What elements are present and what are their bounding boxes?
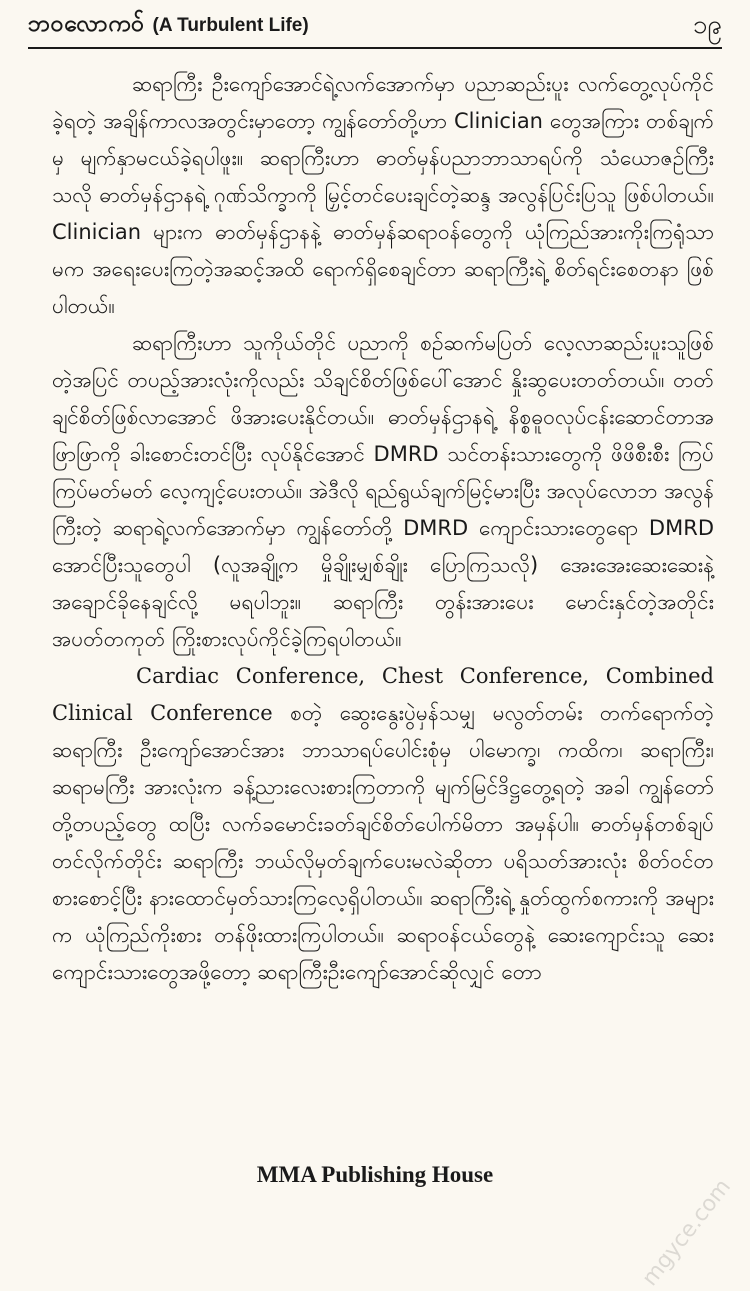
paragraph-2: ဆရာကြီးဟာ သူကိုယ်တိုင် ပညာကို စဉ်ဆက်မပြတ် လေ့လာဆည်းပူးသူဖြစ်တဲ့အပြင် တပည့်အားလုံးကိုလည်း သိချင်စိတ်ဖြစ်ပေါ်အောင် နှိုးဆွပေးတတ်တယ်။ တတ်ချင်စိတ်ဖြစ်လာအောင် ဖိအားပေးနိုင်တယ်။ ဓာတ်မှန်ဌာနရဲ့ နိစ္စဓူဝလုပ်ငန်းဆောင်တာအဖြာဖြာကို ခါးစောင်းတင်ပြီး လုပ်နိုင်အောင် DMRD သင်တန်းသားတွေကို ဖိဖိစီးစီး ကြပ်ကြပ်မတ်မတ် လေ့ကျင့်ပေးတယ်။ အဲဒီလို ရည်ရွယ်ချက်မြင့်မားပြီး အလုပ်လောဘ အလွန်ကြီးတဲ့ ဆရာရဲ့လက်အောက်မှာ ကျွန်တော်တို့ DMRD ကျောင်းသားတွေရော DMRD အောင်ပြီးသူတွေပါ (လူအချို့က မှိုချိုးမျှစ်ချိုး ပြောကြသလို) အေးအေးဆေးဆေးနဲ့ အချောင်ခိုနေချင်လို့ မရပါဘူး။ ဆရာကြီး တွန်းအားပေး မောင်းနှင်တဲ့အတိုင်း အပတ်တကုတ် ကြိုးစားလုပ်ကိုင်ခဲ့ကြရပါတယ်။ bbox=[52, 331, 714, 651]
watermark: mgyce.com bbox=[637, 1174, 736, 1291]
running-title bbox=[28, 9, 309, 43]
book-title-english: (A Turbulent Life) bbox=[152, 15, 309, 36]
book-title-myanmar: ဘဝလောကဝ် bbox=[28, 11, 145, 37]
body-text bbox=[52, 66, 714, 1130]
page-number: ၁၉ bbox=[692, 9, 722, 40]
publisher-footer: MMA Publishing House bbox=[256, 1162, 494, 1187]
paragraph-3: Cardiac Conference, Chest Conference, Combined Clinical Conference စတဲ့ ဆွေးနွေးပွဲမှန်သမျှ မလွတ်တမ်း တက်ရောက်တဲ့ ဆရာကြီး ဦးကျော်အောင်အား ဘာသာရပ်ပေါင်းစုံမှ ပါမောက္ခ၊ ကထိက၊ ဆရာကြီး၊ ဆရာမကြီး အားလုံးက ခန့်ညားလေးစားကြတာကို မျက်မြင်ဒိဋ္ဌတွေ့ရတဲ့ အခါ ကျွန်တော်တို့တပည့်တွေ ထပြီး လက်ခမောင်းခတ်ချင်စိတ်ပေါက်မိတာ အမှန်ပါ။ ဓာတ်မှန်တစ်ချပ်တင်လိုက်တိုင်း ဆရာကြီး ဘယ်လိုမှတ်ချက်ပေးမလဲဆိုတာ ပရိသတ်အားလုံး စိတ်ဝင်တစားစောင့်ပြီး နားထောင်မှတ်သားကြလေ့ရှိပါတယ်။ ဆရာကြီးရဲ့ နှုတ်ထွက်စကားကို အများက ယုံကြည်ကိုးစား တန်ဖိုးထားကြပါတယ်။ ဆရာဝန်ငယ်တွေနဲ့ ဆေးကျောင်းသူ ဆေးကျောင်းသားတွေအဖို့တော့ ဆရာကြီးဦးကျော်အောင်ဆိုလျှင် တော bbox=[52, 664, 714, 984]
running-header bbox=[28, 8, 722, 44]
paragraph-1: ဆရာကြီး ဦးကျော်အောင်ရဲ့လက်အောက်မှာ ပညာဆည်းပူး လက်တွေ့လုပ်ကိုင်ခဲ့ရတဲ့ အချိန်ကာလအတွင်းမှာတော့ ကျွန်တော်တို့ဟာ Clinician တွေအကြား တစ်ချက်မှ မျက်နှာမငယ်ခဲ့ရပါဖူး။ ဆရာကြီးဟာ ဓာတ်မှန်ပညာဘာသာရပ်ကို သံယောဇဉ်ကြီးသလို ဓာတ်မှန်ဌာနရဲ့ ဂုဏ်သိက္ခာကို မြှင့်တင်ပေးချင်တဲ့ဆန္ဒ အလွန်ပြင်းပြသူ ဖြစ်ပါတယ်။ Clinician များက ဓာတ်မှန်ဌာနနဲ့ ဓာတ်မှန်ဆရာဝန်တွေကို ယုံကြည်အားကိုးကြရုံသာမက အရေးပေးကြတဲ့အဆင့်အထိ ရောက်ရှိစေချင်တာ ဆရာကြီးရဲ့ စိတ်ရင်းစေတနာ ဖြစ်ပါတယ်။ bbox=[52, 72, 714, 318]
header-rule bbox=[28, 47, 722, 49]
